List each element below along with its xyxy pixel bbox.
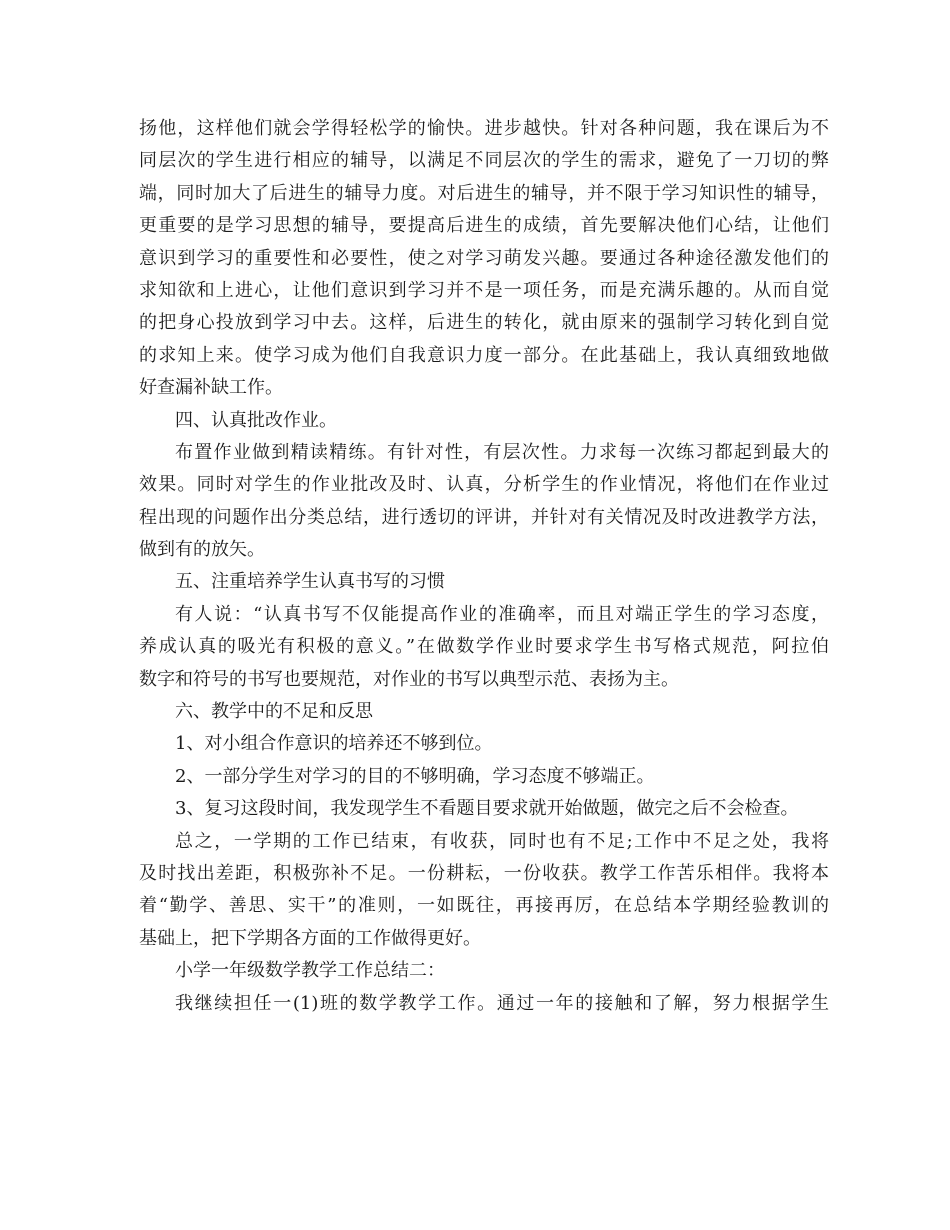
section-heading: 小学一年级数学教学工作总结二： xyxy=(175,960,445,982)
text-line: 养成认真的吸光有积极的意义。”在做数学作业时要求学生书写格式规范，阿拉伯 xyxy=(139,636,829,658)
section-heading: 四、认真批改作业。 xyxy=(175,409,337,431)
text-line: 及时找出差距，积极弥补不足。一份耕耘，一份收获。教学工作苦乐相伴。我将本 xyxy=(139,862,829,884)
text-line: 做到有的放矢。 xyxy=(139,539,265,561)
text-line: 端，同时加大了后进生的辅导力度。对后进生的辅导，并不限于学习知识性的辅导， xyxy=(139,182,829,204)
text-line: 扬他，这样他们就会学得轻松学的愉快。进步越快。针对各种问题，我在课后为不 xyxy=(139,118,829,139)
text-line: 基础上，把下学期各方面的工作做得更好。 xyxy=(139,927,481,949)
text-line: 有人说：“认真书写不仅能提高作业的准确率，而且对端正学生的学习态度， xyxy=(175,603,829,625)
section-heading: 六、教学中的不足和反思 xyxy=(175,701,373,723)
text-line: 更重要的是学习思想的辅导，要提高后进生的成绩，首先要解决他们心结，让他们 xyxy=(139,215,829,237)
text-line: 布置作业做到精读精练。有针对性，有层次性。力求每一次练习都起到最大的 xyxy=(175,441,829,463)
text-line: 的把身心投放到学习中去。这样，后进生的转化，就由原来的强制学习转化到自觉 xyxy=(139,312,829,334)
list-item: 1、对小组合作意识的培养还不够到位。 xyxy=(175,733,493,755)
text-line: 程出现的问题作出分类总结，进行透切的评讲，并针对有关情况及时改进教学方法， xyxy=(139,506,829,528)
text-line: 我继续担任一(1)班的数学教学工作。通过一年的接触和了解，努力根据学生 xyxy=(175,992,829,1014)
text-line: 数字和符号的书写也要规范，对作业的书写以典型示范、表扬为主。 xyxy=(139,668,679,690)
text-line: 求知欲和上进心，让他们意识到学习并不是一项任务，而是充满乐趣的。从而自觉 xyxy=(139,279,829,301)
text-line: 总之，一学期的工作已结束，有收获，同时也有不足;工作中不足之处，我将 xyxy=(175,830,829,852)
text-line: 意识到学习的重要性和必要性，使之对学习萌发兴趣。要通过各种途径激发他们的 xyxy=(139,247,829,269)
text-line: 好查漏补缺工作。 xyxy=(139,377,283,399)
text-line: 的求知上来。使学习成为他们自我意识力度一部分。在此基础上，我认真细致地做 xyxy=(139,344,829,366)
section-heading: 五、注重培养学生认真书写的习惯 xyxy=(175,571,445,593)
text-line: 效果。同时对学生的作业批改及时、认真，分析学生的作业情况，将他们在作业过 xyxy=(139,474,829,496)
document-body xyxy=(139,113,829,1020)
list-item: 3、复习这段时间，我发现学生不看题目要求就开始做题，做完之后不会检查。 xyxy=(175,798,799,820)
list-item: 2、一部分学生对学习的目的不够明确，学习态度不够端正。 xyxy=(175,765,655,787)
text-line: 同层次的学生进行相应的辅导，以满足不同层次的学生的需求，避免了一刀切的弊 xyxy=(139,150,829,172)
text-line: 着“勤学、善思、实干”的准则，一如既往，再接再厉，在总结本学期经验教训的 xyxy=(139,895,829,917)
